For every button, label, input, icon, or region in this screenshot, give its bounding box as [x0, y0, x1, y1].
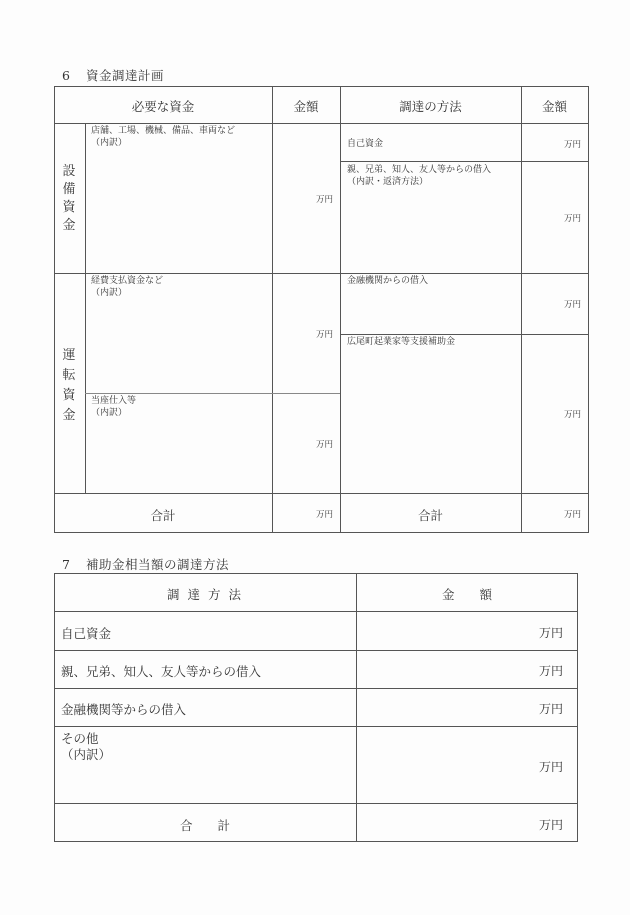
equipment-funds-label: [61, 163, 77, 235]
header-amount-right: 金額: [541, 99, 567, 114]
method-subsidy-unit[interactable]: 万円: [563, 410, 581, 420]
total-right-unit[interactable]: 万円: [563, 510, 581, 520]
t7-row-other-unit[interactable]: 万円: [538, 760, 563, 774]
method-own-funds-label: 自己資金: [347, 139, 384, 149]
equipment-item-cell[interactable]: [91, 125, 269, 149]
t7-row-other-note: （内訳）: [61, 747, 112, 762]
operating-expenses-cell[interactable]: [91, 275, 269, 299]
equipment-item-label: 店舗、工場、機械、備品、車両など: [91, 126, 236, 136]
label-char: 金: [62, 218, 76, 233]
operating-expenses-amount-unit[interactable]: 万円: [315, 330, 333, 340]
t7-row-own-funds-unit[interactable]: 万円: [538, 626, 563, 640]
total-left-label: 合計: [150, 508, 176, 523]
header-amount-left: 金額: [293, 99, 319, 114]
method-bank-loans-label: 金融機関からの借入: [347, 276, 429, 286]
method-subsidy-label: 広尾町起業家等支援補助金: [347, 337, 456, 347]
equipment-item-note: （内訳）: [91, 138, 128, 148]
total-left-unit[interactable]: 万円: [315, 510, 333, 520]
label-char: 転: [62, 368, 76, 383]
label-char: 備: [62, 182, 76, 197]
header-required-funds: 必要な資金: [131, 99, 195, 114]
method-family-loans-unit[interactable]: 万円: [563, 214, 581, 224]
method-own-funds-unit[interactable]: 万円: [563, 140, 581, 150]
t7-total-label: 合 計: [179, 818, 230, 833]
t7-row-bank-loans-label: 金融機関等からの借入: [61, 702, 187, 717]
t7-row-family-loans-unit[interactable]: 万円: [538, 664, 563, 678]
equipment-amount-unit[interactable]: 万円: [315, 195, 333, 205]
operating-funds-label: [61, 346, 77, 426]
label-char: 運: [62, 348, 76, 363]
label-char: 資: [62, 200, 76, 215]
t7-row-other-cell[interactable]: [61, 731, 111, 763]
current-purchases-amount-unit[interactable]: 万円: [315, 440, 333, 450]
label-char: 金: [62, 408, 76, 423]
funding-plan-table: [54, 86, 589, 533]
method-family-loans-cell[interactable]: [347, 164, 519, 188]
method-family-loans-label: 親、兄弟、知人、友人等からの借入: [347, 165, 492, 175]
t7-row-family-loans-label: 親、兄弟、知人、友人等からの借入: [61, 664, 262, 679]
operating-expenses-note: （内訳）: [91, 288, 128, 298]
header-method: 調達の方法: [399, 99, 462, 114]
section6-title-text: 資金調達計画: [86, 68, 165, 83]
t7-total-unit[interactable]: 万円: [538, 818, 563, 832]
t7-header-method: 調 達 方 法: [167, 587, 243, 602]
section6-number: 6: [62, 68, 71, 83]
operating-expenses-label: 経費支払資金など: [91, 276, 164, 286]
section7-title-text: 補助金相当額の調達方法: [86, 557, 230, 572]
t7-row-other-label: その他: [61, 731, 99, 746]
section6-title: [62, 66, 164, 84]
label-char: 資: [62, 388, 76, 403]
method-bank-loans-unit[interactable]: 万円: [563, 300, 581, 310]
method-family-loans-note: （内訳・返済方法）: [347, 177, 429, 187]
label-char: 設: [62, 164, 76, 179]
current-purchases-label: 当座仕入等: [91, 396, 137, 406]
t7-header-amount: 金 額: [441, 587, 492, 602]
section7-number: 7: [62, 557, 71, 572]
total-right-label: 合計: [417, 508, 443, 523]
section7-title: [62, 555, 229, 573]
t7-row-bank-loans-unit[interactable]: 万円: [538, 702, 563, 716]
current-purchases-note: （内訳）: [91, 408, 128, 418]
current-purchases-cell[interactable]: [91, 395, 269, 419]
t7-row-own-funds-label: 自己資金: [61, 626, 112, 641]
